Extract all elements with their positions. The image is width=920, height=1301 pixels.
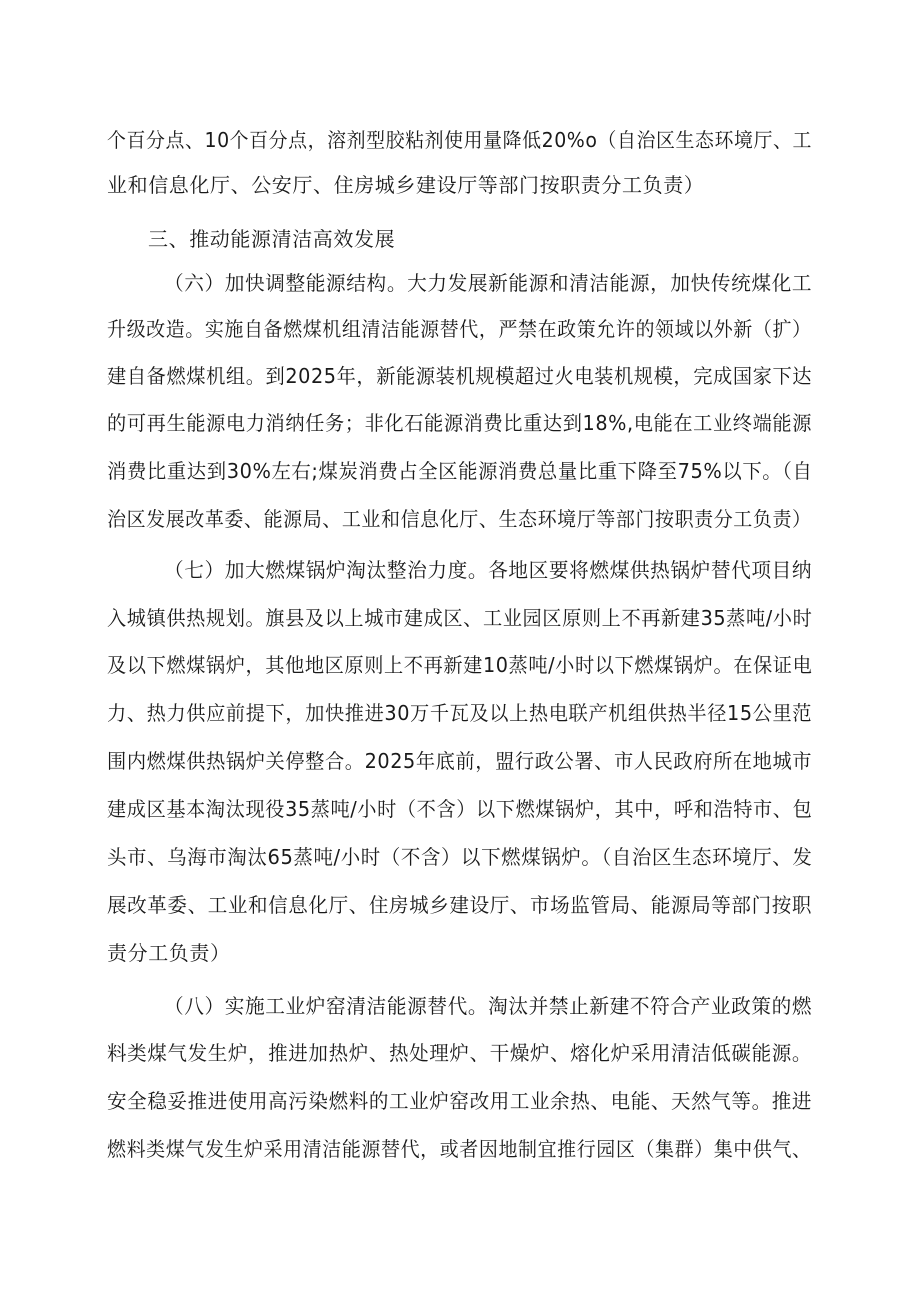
- text-line: 建成区基本淘汰现役35蒸吨/小时（不含）以下燃煤锅炉，其中，呼和浩特市、包: [107, 797, 813, 821]
- text-line: 燃料类煤气发生炉采用清洁能源替代，或者因地制宜推行园区（集群）集中供气、: [107, 1137, 812, 1161]
- text-line: 个百分点、10个百分点，溶剂型胶粘剂使用量降低20%o（自治区生态环境厅、工: [107, 128, 812, 152]
- text-line: 业和信息化厅、公安厅、住房城乡建设厅等部门按职责分工负责）: [107, 173, 705, 197]
- text-line: 升级改造。实施自备燃煤机组清洁能源替代，严禁在政策允许的领域以外新（扩）: [107, 317, 812, 341]
- text-line: （八）实施工业炉窑清洁能源替代。淘汰并禁止新建不符合产业政策的燃: [164, 994, 813, 1018]
- text-line: 的可再生能源电力消纳任务；非化石能源消费比重达到18%,电能在工业终端能源: [107, 411, 813, 435]
- text-line: 责分工负责）: [107, 941, 231, 965]
- section-heading: 三、推动能源清洁高效发展: [148, 227, 396, 251]
- text-line: 展改革委、工业和信息化厅、住房城乡建设厅、市场监管局、能源局等部门按职: [107, 893, 812, 917]
- text-line: 入城镇供热规划。旗县及以上城市建成区、工业园区原则上不再新建35蒸吨/小时: [107, 606, 813, 630]
- text-line: （六）加快调整能源结构。大力发展新能源和清洁能源，加快传统煤化工: [164, 271, 813, 295]
- text-line: 及以下燃煤锅炉，其他地区原则上不再新建10蒸吨/小时以下燃煤锅炉。在保证电: [107, 653, 813, 677]
- text-line: 料类煤气发生炉，推进加热炉、热处理炉、干燥炉、熔化炉采用清洁低碳能源。: [107, 1041, 812, 1065]
- text-line: 治区发展改革委、能源局、工业和信息化厅、生态环境厅等部门按职责分工负责）: [107, 507, 812, 531]
- text-line: 围内燃煤供热锅炉关停整合。2025年底前，盟行政公署、市人民政府所在地城市: [107, 749, 813, 773]
- text-line: 力、热力供应前提下，加快推进30万千瓦及以上热电联产机组供热半径15公里范: [107, 701, 813, 725]
- text-line: 消费比重达到30%左右;煤炭消费占全区能源消费总量比重下降至75%以下。（自: [107, 459, 813, 483]
- text-line: 安全稳妥推进使用高污染燃料的工业炉窑改用工业余热、电能、天然气等。推进: [107, 1089, 812, 1113]
- text-line: （七）加大燃煤锅炉淘汰整治力度。各地区要将燃煤供热锅炉替代项目纳: [164, 558, 813, 582]
- text-line: 头市、乌海市淘汰65蒸吨/小时（不含）以下燃煤锅炉。（自治区生态环境厅、发: [107, 845, 813, 869]
- text-line: 建自备燃煤机组。到2025年，新能源装机规模超过火电装机规模，完成国家下达: [107, 364, 813, 388]
